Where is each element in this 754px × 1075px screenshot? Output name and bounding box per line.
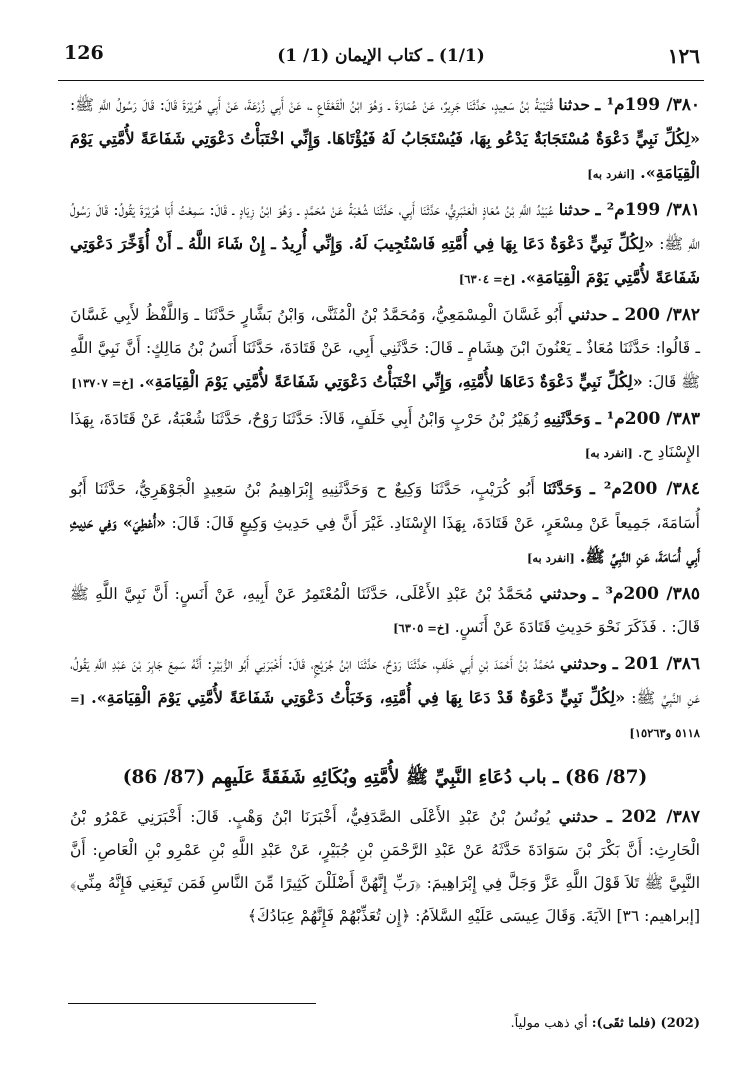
hadith-382 xyxy=(70,298,700,400)
footnote xyxy=(90,1012,700,1036)
hadith-text: يُونُسُ بْنُ عَبْدِ الأَعْلَى الصَّدَفِيُّ، أَخْبَرَنَا ابْنُ وَهْبٍ. قَالَ: أَخْبَرَنِي عَمْرُو بْنُ الْحَارِثِ: أَنَّ بَكْرَ بْنَ سَوَادَةَ حَدَّثَهُ عَنْ عَبْدِ الرَّحْمَنِ بْنِ جُبَيْرٍ، عَنْ عَبْدِ اللَّهِ بْنِ عَمْرِو بْنِ الْعَاصِ: أَنَّ النَّبِيَّ ﷺ تَلاَ قَوْلَ اللَّهِ عَزَّ وَجَلَّ فِي إِبْرَاهِيمَ: ﴿رَبِّ إِنَّهُنَّ أَضْلَلْنَ كَثِيرًا مِّنَ النَّاسِ فَمَن تَبِعَنِي فَإِنَّهُ مِنِّي﴾ [إبراهيم: ٣٦] الآيَةَ. وَقَالَ عِيسَى عَلَيْهِ السَّلاَمُ: ﴿إِن تُعَذِّبْهُمْ فَإِنَّهُمْ عِبَادُكَ﴾ xyxy=(70,808,700,925)
footnote-word: (فلما ثقَى): xyxy=(591,1016,657,1031)
hadith-380 xyxy=(70,88,700,191)
hadith-386 xyxy=(70,647,700,750)
hadith-isnad: أَبُو غَسَّانَ الْمِسْمَعِيُّ، وَمُحَمَّدُ بْنُ الْمُثَنَّى، وَابْنُ بَشَّارٍ حَدَّثَنَا ـ وَاللَّفْظُ لأَبِي غَسَّانَ ـ قَالُوا: حَدَّثَنَا مُعَاذٌ ـ يَعْنُونَ ابْنَ هِشَامٍ ـ قَالَ: حَدَّثَنِي أَبِي، عَنْ قَتَادَةَ، حَدَّثَنَا أَنَسُ بْنُ مَالِكٍ: أَنَّ نَبِيَّ اللَّهِ ﷺ قَالَ: xyxy=(70,306,700,391)
hadith-383 xyxy=(70,402,700,470)
page-body xyxy=(70,88,700,933)
hadith-reference: [خ= ٦٣٠٥] xyxy=(393,621,450,635)
haddathana-word: وَحَدَّثَنِيهِ xyxy=(543,409,591,428)
hadith-matn: «لِكُلِّ نَبِيٍّ دَعْوَةٌ قَدْ دَعَا بِهَا فِي أُمَّتِهِ، وَخَبَأْتُ دَعْوَتِي شَفَاعَةً لأُمَّتِي يَوْمَ الْقِيَامَةِ». xyxy=(91,688,626,707)
hadith-isnad: أَبُو كُرَيْبٍ، حَدَّثَنَا وَكِيعٌ ح وَحَدَّثَنِيهِ إِبْرَاهِيمُ بْنُ سَعِيدٍ الْجَوْهَرِيُّ، حَدَّثَنَا أَبُو أُسَامَةَ، جَمِيعاً عَنْ مِسْعَرٍ، عَنْ قَتَادَةَ، بِهَذَا الإِسْنَادِ. غَيْرَ أَنَّ فِي حَدِيثِ وَكِيعٍ قَالَ: قَالَ: xyxy=(70,480,700,532)
hadith-matn: «لِكُلِّ نَبِيٍّ دَعْوَةٌ دَعَاهَا لأُمَّتِهِ، وَإِنِّي اخْتَبَأْتُ دَعْوَتِي شَفَاعَةً لأُمَّتِي يَوْمَ الْقِيَامَةِ». xyxy=(139,372,643,391)
page-number-latin: 126 xyxy=(64,42,104,64)
hadith-number: ٣٨٠/ 199م¹ ـ xyxy=(595,95,700,115)
hadith-number: ٣٨٥/ 200م³ ـ xyxy=(593,584,700,604)
hadith-number: ٣٨٦/ 201 ـ xyxy=(612,654,700,674)
footnote-text: أي ذهب مولياً. xyxy=(510,1016,588,1031)
page-header xyxy=(58,40,704,81)
hadith-isnad: مُحَمَّدُ بْنُ عَبْدِ الأَعْلَى، حَدَّثَنَا الْمُعْتَمِرُ عَنْ أَبِيهِ، عَنْ أَنَسٍ: أَنَّ نَبِيَّ اللَّهِ ﷺ قَالَ: . فَذَكَرَ نَحْوَ حَدِيثِ قَتَادَةَ عَنْ أَنَسٍ. xyxy=(70,585,700,636)
hadith-matn: «لِكُلِّ نَبِيٍّ دَعْوَةٌ مُسْتَجَابَةٌ يَدْعُو بِهَا، فَيُسْتَجَابُ لَهُ فَيُؤْتَاهَا. وَإِنِّي اخْتَبَأْتُ دَعْوَتِي شَفَاعَةً لأُمَّتِي يَوْمَ الْقِيَامَةِ». xyxy=(70,129,700,182)
hadith-isnad: قُتَيْبَةُ بْنُ سَعِيدٍ، حَدَّثَنَا جَرِيرٌ، عَنْ عُمَارَةَ ـ وَهُوَ ابْنُ الْقَعْقَاعِ ـ، عَنْ أَبِي زُرْعَةَ، عَنْ أَبِي هُرَيْرَةَ قَالَ: قَالَ رَسُولُ اللَّهِ ﷺ: xyxy=(70,96,554,114)
running-title: (1/1) ـ كتاب الإيمان (1/ 1) xyxy=(277,46,485,66)
hadith-reference: [انفرد به] xyxy=(526,551,575,565)
hadith-matn: «أُعْطِيَ» وَفِي حَدِيثِ أَبِي أُسَامَةَ، عَنِ النَّبِيِّ ﷺ. xyxy=(70,513,700,566)
hadith-number: ٣٨٤/ 200م² ـ xyxy=(589,479,700,499)
haddathana-word: وَحَدَّثَنَا xyxy=(542,479,582,498)
haddathana-word: حدثني xyxy=(568,305,608,324)
hadith-reference: [انفرد به] xyxy=(587,167,636,181)
page-number-arabic: ١٢٦ xyxy=(667,44,700,68)
hadith-reference: [خ= ١٣٧٠٧] xyxy=(71,376,135,390)
hadith-reference: [= ٥١١٨ و١٥٢٦٣] xyxy=(70,692,700,740)
footnote-number: (202) xyxy=(660,1016,700,1031)
footnote-divider xyxy=(68,1003,316,1004)
haddathana-word: وحدثني xyxy=(559,654,608,673)
haddathana-word: حدثنا xyxy=(558,200,591,219)
hadith-384 xyxy=(70,472,700,575)
hadith-reference: [خ= ٦٣٠٤] xyxy=(458,272,516,286)
haddathana-word: وحدثني xyxy=(539,584,587,603)
hadith-isnad: زُهَيْرُ بْنُ حَرْبٍ وَابْنُ أَبِي خَلَفٍ، قَالاَ: حَدَّثَنَا رَوْحٌ، حَدَّثَنَا شُعْبَةُ، عَنْ قَتَادَةَ، بِهَذَا الإِسْنَادِ ح. xyxy=(70,410,700,461)
hadith-matn: «لِكُلِّ نَبِيٍّ دَعْوَةٌ دَعَا بِهَا فِي أُمَّتِهِ فَاسْتُجِيبَ لَهُ. وَإِنِّي أُرِيدُ ـ إِنْ شَاءَ اللَّهُ ـ أَنْ أُؤَخِّرَ دَعْوَتِي شَفَاعَةً لأُمَّتِي يَوْمَ الْقِيَامَةِ». xyxy=(70,234,700,287)
hadith-number: ٣٨٢/ 200 ـ xyxy=(613,305,700,325)
hadith-number: ٣٨٧/ 202 ـ xyxy=(606,807,700,827)
hadith-385 xyxy=(70,577,700,645)
hadith-isnad: مُحَمَّدُ بْنُ أَحْمَدَ بْنِ أَبِي خَلَفٍ، حَدَّثَنَا رَوْحٌ، حَدَّثَنَا ابْنُ جُرَيْجٍ، قَالَ: أَخْبَرَنِي أَبُو الزُّبَيْرِ: أَنَّهُ سَمِعَ جَابِرَ بْنَ عَبْدِ اللَّهِ يَقُولُ، عَنِ النَّبِيِّ ﷺ: xyxy=(70,655,700,707)
haddathana-word: حدثنا xyxy=(558,95,590,114)
chapter-heading: (87/ 86) ـ باب دُعَاءِ النَّبِيِّ ﷺ لأُمَّتِهِ وبُكَائِهِ شَفَقَةً عَلَيهِم (87/ 86) xyxy=(122,767,648,788)
hadith-reference: [انفرد به] xyxy=(584,446,633,460)
haddathana-word: حدثني xyxy=(558,807,599,826)
hadith-381 xyxy=(70,193,700,296)
hadith-isnad: عُبَيْدُ اللَّهِ بْنُ مُعَاذٍ الْعَنْبَرِيُّ، حَدَّثَنَا أَبِي، حَدَّثَنَا شُعْبَةُ عَنْ مُحَمَّدٍ ـ وَهُوَ ابْنُ زِيَادٍ ـ قَالَ: سَمِعْتُ أَبَا هُرَيْرَةَ يَقُولُ: قَالَ رَسُولُ اللَّهِ ﷺ: xyxy=(70,201,701,253)
hadith-387 xyxy=(70,800,700,933)
hadith-number: ٣٨٣/ 200م¹ ـ xyxy=(595,409,700,429)
hadith-number: ٣٨١/ 199م² ـ xyxy=(595,200,701,220)
